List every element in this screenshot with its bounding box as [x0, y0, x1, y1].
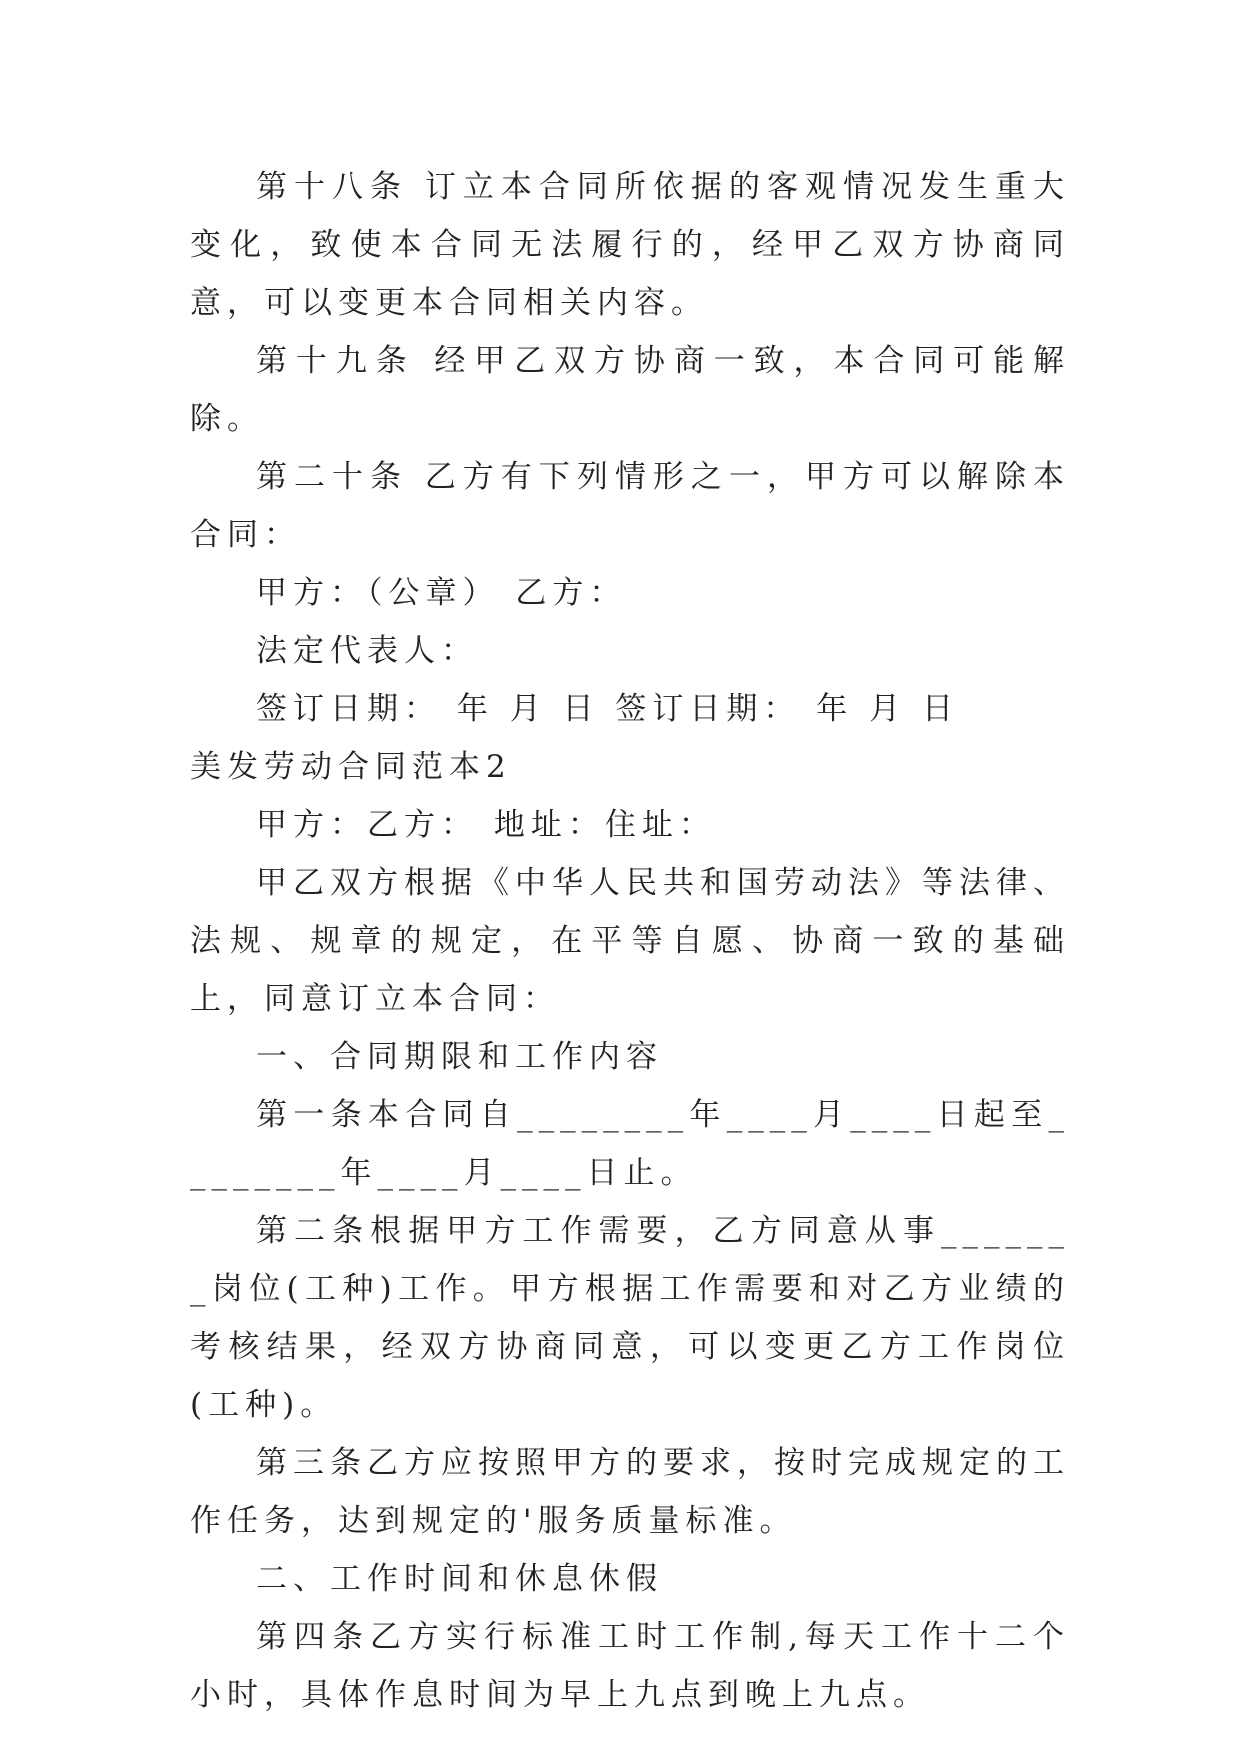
- legal-representative-line: 法定代表人：: [256, 633, 478, 669]
- signature-party-line: 甲方：（公章） 乙方：: [256, 575, 627, 611]
- paragraph-article-3: 第三条乙方应按照甲方的要求，按时完成规定的工作任务，达到规定的'服务质量标准。: [190, 1445, 1070, 1539]
- heading-contract-term: 一、合同期限和工作内容: [256, 1039, 663, 1075]
- contract-text: [190, 158, 1070, 1724]
- party-address-line: 甲方：乙方： 地址：住址：: [256, 807, 716, 843]
- paragraph-preamble: 甲乙双方根据《中华人民共和国劳动法》等法律、法规、规章的规定，在平等自愿、协商一致的基础上，同意订立本合同：: [190, 865, 1070, 1017]
- signing-date-line: 签订日期： 年 月 日 签订日期： 年 月 日: [256, 691, 959, 727]
- paragraph-article-18: 第十八条 订立本合同所依据的客观情况发生重大变化，致使本合同无法履行的，经甲乙双方协商同意，可以变更本合同相关内容。: [190, 169, 1070, 321]
- paragraph-article-2: 第二条根据甲方工作需要，乙方同意从事_______岗位(工种)工作。甲方根据工作需要和对乙方业绩的考核结果，经双方协商同意，可以变更乙方工作岗位(工种)。: [190, 1213, 1070, 1423]
- paragraph-article-1: 第一条本合同自________年____月____日起至________年____月____日止。: [190, 1097, 1070, 1191]
- section-title: 美发劳动合同范本2: [190, 749, 512, 785]
- paragraph-article-19: 第十九条 经甲乙双方协商一致，本合同可能解除。: [190, 343, 1070, 437]
- paragraph-article-20: 第二十条 乙方有下列情形之一，甲方可以解除本合同：: [190, 459, 1070, 553]
- heading-working-hours: 二、工作时间和休息休假: [256, 1561, 663, 1597]
- paragraph-article-4: 第四条乙方实行标准工时工作制,每天工作十二个小时，具体作息时间为早上九点到晚上九点。: [190, 1619, 1070, 1713]
